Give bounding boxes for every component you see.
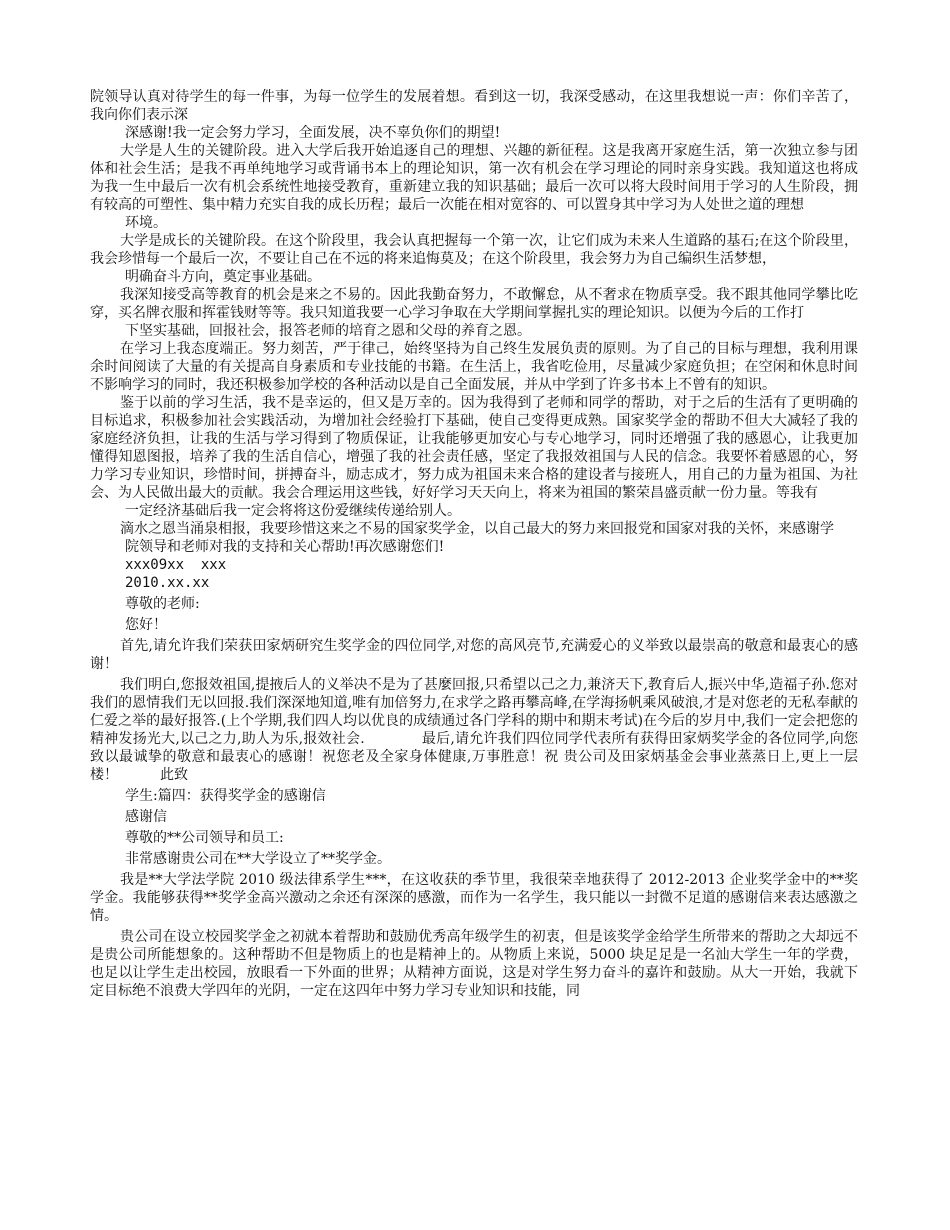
signature-name: xxx09xx xxx: [125, 557, 227, 573]
paragraph: 鉴于以前的学习生活，我不是幸运的，但又是万幸的。因为我得到了老师和同学的帮助，对于之后的生活有了更明确的目标追求，积极参加社会实践活动，为增加社会经验打下基础，使自己变得更成熟。国家奖学金的帮助不但大大减轻了我的家庭经济负担，让我的生活与学习得到了物质保证，让我能够更加安心与专心地学习，同时还增强了我的感恩心，让我更加懂得知恩图报，培养了我的生活自信心，增强了我的社会责任感，坚定了我报效祖国与人民的信念。我要怀着感恩的心，努力学习专业知识，珍惜时间，拼搏奋斗，励志成才，努力成为祖国未来合格的建设者与接班人，用自己的力量为祖国、为社会、为人民做出最大的贡献。我会合理运用这些钱，好好学习天天向上，将来为祖国的繁荣昌盛贡献一份力量。等我有: [90, 395, 858, 501]
salutation: 尊敬的老师:: [125, 596, 200, 612]
paragraph: 贵公司在设立校园奖学金之初就本着帮助和鼓励优秀高年级学生的初衷，但是该奖学金给学生所带来的帮助之大却远不是贵公司所能想象的。这种帮助不但是物质上的也是精神上的。从物质上来说，5000 块足足是一名汕大学生一年的学费，也足以让学生走出校园，放眼看一下外面的世界；从精神方面说，这是对学生努力奋斗的嘉许和鼓励。从大一开始，我就下定目标绝不浪费大学四年的光阴，一定在这四年中努力学习专业知识和技能，同: [90, 929, 858, 999]
paragraph: 在学习上我态度端正。努力刻苦，严于律己，始终坚持为自己终生发展负责的原则。为了自己的目标与理想，我利用课余时间阅读了大量的有关提高自身素质和专业技能的书籍。在生活上，我省吃俭用，尽量减少家庭负担；在空闲和休息时间不影响学习的同时，我还积极参加学校的各种活动以是自己全面发展，并从中学到了许多书本上不曾有的知识。: [90, 341, 858, 393]
paragraph: 下坚实基础，回报社会，报答老师的培育之恩和父母的养育之恩。: [125, 323, 531, 339]
paragraph: 我们明白,您报效祖国,提掖后人的义举决不是为了甚麼回报,只希望以己之力,兼济天下,教育后人,振兴中华,造福子孙.您对我们的恩情我们无以回报.我们深深地知道,唯有加倍努力,在求学之路再攀高峰,在学海扬帆乘风破浪,才是对您老的无私奉献的仁爱之举的最好报答.(上个学期,我们四人均以优良的成绩通过各门学科的期中和期末考试)在今后的岁月中,我们一定会把您的精神发扬光大,以己之力,助人为乐,报效社会. 最后,请允许我们四位同学代表所有获得田家炳奖学金的各位同学,向您致以最诚挚的敬意和最衷心的感谢！祝您老及全家身体健康,万事胜意！祝 贵公司及田家炳基金会事业蒸蒸日上,更上一层楼！ 此致: [90, 677, 858, 783]
paragraph: 首先,请允许我们荣获田家炳研究生奖学金的四位同学,对您的高风亮节,充满爱心的义举致以最崇高的敬意和最衷心的感谢！: [90, 638, 858, 672]
section-heading: 学生:篇四：获得奖学金的感谢信: [125, 788, 326, 804]
paragraph: 非常感谢贵公司在**大学设立了**奖学金。: [125, 851, 391, 867]
paragraph: 大学是成长的关键阶段。在这个阶段里，我会认真把握每一个第一次，让它们成为未来人生道路的基石;在这个阶段里，我会珍惜每一个最后一次，不要让自己在不远的将来追悔莫及；在这个阶段里，我会努力为自己编织生活梦想，: [90, 233, 858, 267]
greeting: 您好！: [125, 617, 167, 633]
paragraph: 一定经济基础后我一定会将将这份爱继续传递给别人。: [125, 503, 461, 519]
signature-date: 2010.xx.xx: [125, 575, 210, 591]
letter-title: 感谢信: [125, 809, 167, 825]
paragraph: 大学是人生的关键阶段。进入大学后我开始追逐自己的理想、兴趣的新征程。这是我离开家庭生活，第一次独立参与团体和社会生活；是我不再单纯地学习或背诵书本上的理论知识，第一次有机会在学习理论的同时亲身实践。我知道这也将成为我一生中最后一次有机会系统性地接受教育，重新建立我的知识基础；最后一次可以将大段时间用于学习的人生阶段，拥有较高的可塑性、集中精力充实自我的成长历程；最后一次能在相对宽容的、可以置身其中学习为人处世之道的理想: [90, 143, 858, 213]
paragraph: 院领导和老师对我的支持和关心帮助!再次感谢您们!: [125, 539, 445, 555]
paragraph: 环境。: [125, 215, 167, 231]
paragraph: 我深知接受高等教育的机会是来之不易的。因此我勤奋努力，不敢懈怠，从不奢求在物质享受。我不跟其他同学攀比吃穿，买名牌衣服和挥霍钱财等等。我只知道我要一心学习争取在大学期间掌握扎实的理论知识。以便为今后的工作打: [90, 287, 858, 321]
paragraph: 深感谢!我一定会努力学习，全面发展，决不辜负你们的期望!: [125, 125, 501, 141]
paragraph: 滴水之恩当涌泉相报，我要珍惜这来之不易的国家奖学金，以自己最大的努力来回报党和国家对我的关怀，来感谢学: [120, 521, 834, 537]
paragraph: 院领导认真对待学生的每一件事，为每一位学生的发展着想。看到这一切，我深受感动，在这里我想说一声：你们辛苦了，我向你们表示深: [90, 89, 858, 123]
paragraph: 明确奋斗方向，奠定事业基础。: [125, 269, 321, 285]
paragraph: 我是**大学法学院 2010 级法律系学生***，在这收获的季节里，我很荣幸地获得了 2012-2013 企业奖学金中的**奖学金。我能够获得**奖学金高兴激动之余还有深深的感激，而作为一名学生，我只能以一封微不足道的感谢信来表达感激之情。: [90, 872, 858, 924]
salutation: 尊敬的**公司领导和员工:: [125, 830, 284, 846]
